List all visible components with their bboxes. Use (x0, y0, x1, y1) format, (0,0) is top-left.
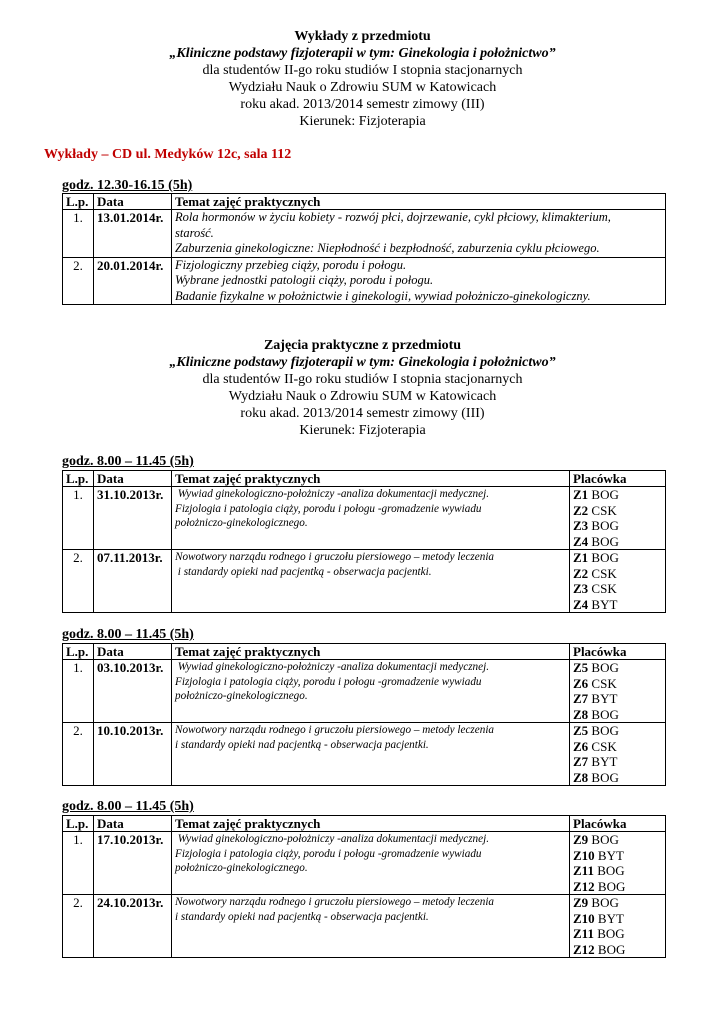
lectures-field: Kierunek: Fizjoterapia (299, 114, 426, 129)
topic-line: Wywiad ginekologiczno-położniczy -analiza dokumentacji medycznej. (175, 833, 490, 845)
facility-code: BOG (597, 926, 625, 941)
group-code: Z9 (573, 895, 589, 910)
group-code: Z8 (573, 706, 589, 722)
topic-line: i standardy opieki nad pacjentką - obserwacja pacjentki. (175, 910, 429, 923)
practicals-faculty: Wydziału Nauk o Zdrowiu SUM w Katowicach (228, 389, 497, 404)
row-date: 03.10.2013r. (94, 660, 172, 723)
topic-line: położniczo-ginekologicznego. (175, 517, 308, 529)
row-topic (172, 487, 570, 550)
site-entry (573, 863, 662, 879)
practicals-table (62, 470, 666, 613)
column-header-site: Placówka (570, 816, 666, 832)
group-code: Z6 (573, 675, 589, 691)
table-row (63, 210, 666, 258)
site-entry (573, 832, 662, 848)
lectures-audience: dla studentów II-go roku studiów I stopnia stacjonarnych (202, 63, 523, 78)
group-code: Z4 (573, 596, 589, 612)
topic-line: Nowotwory narządu rodnego i gruczołu piersiowego – metody leczenia (175, 896, 495, 908)
facility-code: BOG (597, 878, 626, 894)
facility-code: CSK (591, 565, 617, 581)
facility-code: BOG (597, 941, 626, 957)
group-code: Z3 (573, 518, 589, 533)
site-entry (573, 660, 662, 676)
topic-line: Fizjologiczny przebieg ciąży, porodu i połogu. (175, 257, 407, 272)
table-row (63, 257, 666, 305)
row-sites (570, 487, 666, 550)
group-code: Z7 (573, 691, 589, 706)
lectures-semester: roku akad. 2013/2014 semestr zimowy (III) (240, 97, 485, 112)
lectures-time: godz. 12.30-16.15 (5h) (62, 178, 193, 193)
column-header-topic: Temat zajęć praktycznych (172, 471, 570, 487)
site-entry (573, 550, 662, 566)
facility-code: BYT (591, 754, 618, 769)
topic-line: Fizjologia i patologia ciąży, porodu i połogu -gromadzenie wywiadu (175, 675, 482, 688)
group-code: Z5 (573, 660, 589, 675)
group-code: Z11 (573, 863, 594, 878)
row-lp: 2. (63, 723, 94, 786)
lectures-faculty: Wydziału Nauk o Zdrowiu SUM w Katowicach (228, 80, 497, 95)
topic-line: starość. (175, 225, 214, 240)
facility-code: BOG (591, 723, 619, 738)
practicals-audience: dla studentów II-go roku studiów I stopnia stacjonarnych (202, 372, 523, 387)
group-code: Z4 (573, 533, 589, 549)
practicals-time: godz. 8.00 – 11.45 (5h) (62, 627, 194, 642)
row-topic (172, 210, 666, 258)
group-code: Z8 (573, 769, 589, 785)
column-header-date: Data (94, 644, 172, 660)
table-row (63, 723, 666, 786)
row-topic (172, 723, 570, 786)
row-sites (570, 832, 666, 895)
practicals-table (62, 815, 666, 958)
topic-line: położniczo-ginekologicznego. (175, 862, 308, 874)
site-entry (573, 566, 662, 582)
site-entry (573, 739, 662, 755)
site-entry (573, 848, 662, 864)
practicals-table (62, 643, 666, 786)
row-sites (570, 660, 666, 723)
lectures-subject: „Kliniczne podstawy fizjoterapii w tym: Ginekologia i położnictwo” (169, 46, 556, 61)
table-row (63, 550, 666, 613)
row-topic (172, 257, 666, 305)
column-header-lp: L.p. (63, 816, 94, 832)
site-entry (573, 487, 662, 503)
table-header-row (63, 471, 666, 487)
group-code: Z3 (573, 581, 589, 596)
row-sites (570, 723, 666, 786)
facility-code: BYT (591, 691, 618, 706)
facility-code: CSK (591, 581, 617, 596)
practicals-time: godz. 8.00 – 11.45 (5h) (62, 454, 194, 469)
row-lp: 1. (63, 210, 94, 258)
table-header-row (63, 644, 666, 660)
topic-line: Zaburzenia ginekologiczne: Niepłodność i bezpłodność, zaburzenia cyklu płciowego. (175, 241, 600, 255)
site-entry (573, 518, 662, 534)
row-lp: 1. (63, 660, 94, 723)
column-header-topic: Temat zajęć praktycznych (172, 816, 570, 832)
site-entry (573, 770, 662, 786)
site-entry (573, 911, 662, 927)
topic-line: położniczo-ginekologicznego. (175, 690, 308, 702)
topic-line: Fizjologia i patologia ciąży, porodu i połogu -gromadzenie wywiadu (175, 847, 482, 860)
row-sites (570, 550, 666, 613)
facility-code: BOG (591, 706, 619, 722)
topic-line: Badanie fizykalne w położnictwie i ginekologii, wywiad położniczo-ginekologiczny. (175, 288, 591, 303)
facility-code: BOG (591, 832, 619, 847)
site-entry (573, 581, 662, 597)
lectures-title: Wykłady z przedmiotu (294, 29, 431, 44)
row-lp: 1. (63, 487, 94, 550)
row-lp: 2. (63, 257, 94, 305)
facility-code: BOG (591, 518, 619, 533)
column-header-lp: L.p. (63, 194, 94, 210)
site-entry (573, 503, 662, 519)
column-header-lp: L.p. (63, 644, 94, 660)
group-code: Z5 (573, 723, 589, 738)
site-entry (573, 534, 662, 550)
row-lp: 1. (63, 832, 94, 895)
site-entry (573, 754, 662, 770)
site-entry (573, 691, 662, 707)
lectures-header (0, 28, 725, 130)
row-topic (172, 895, 570, 958)
column-header-date: Data (94, 816, 172, 832)
practicals-field: Kierunek: Fizjoterapia (299, 423, 426, 438)
column-header-date: Data (94, 194, 172, 210)
column-header-topic: Temat zajęć praktycznych (172, 194, 666, 210)
row-date: 20.01.2014r. (94, 257, 172, 305)
row-topic (172, 550, 570, 613)
facility-code: BOG (591, 660, 619, 675)
row-date: 17.10.2013r. (94, 832, 172, 895)
column-header-topic: Temat zajęć praktycznych (172, 644, 570, 660)
topic-line: Fizjologia i patologia ciąży, porodu i połogu -gromadzenie wywiadu (175, 502, 482, 515)
facility-code: BYT (597, 910, 624, 926)
table-row (63, 832, 666, 895)
group-code: Z1 (573, 487, 589, 502)
facility-code: BOG (591, 487, 619, 502)
topic-line: Nowotwory narządu rodnego i gruczołu piersiowego – metody leczenia (175, 551, 495, 563)
topic-line: Nowotwory narządu rodnego i gruczołu piersiowego – metody leczenia (175, 724, 495, 736)
facility-code: BOG (597, 863, 625, 878)
site-entry (573, 597, 662, 613)
topic-line: Rola hormonów w życiu kobiety - rozwój płci, dojrzewanie, cykl płciowy, klimakterium, (175, 210, 611, 224)
table-header-row (63, 816, 666, 832)
site-entry (573, 895, 662, 911)
group-code: Z9 (573, 832, 589, 847)
practicals-time: godz. 8.00 – 11.45 (5h) (62, 799, 194, 814)
group-code: Z10 (573, 847, 595, 863)
row-topic (172, 660, 570, 723)
group-code: Z6 (573, 738, 589, 754)
site-entry (573, 942, 662, 958)
facility-code: CSK (591, 502, 617, 518)
group-code: Z7 (573, 754, 589, 769)
row-topic (172, 832, 570, 895)
practicals-subject: „Kliniczne podstawy fizjoterapii w tym: Ginekologia i położnictwo” (169, 355, 556, 370)
lectures-table (62, 193, 666, 305)
row-date: 07.11.2013r. (94, 550, 172, 613)
topic-line: Wywiad ginekologiczno-położniczy -analiza dokumentacji medycznej. (175, 488, 490, 500)
practicals-header (0, 337, 725, 439)
facility-code: BOG (591, 895, 619, 910)
facility-code: CSK (591, 675, 617, 691)
topic-line: i standardy opieki nad pacjentką - obserwacja pacjentki. (175, 565, 432, 578)
topic-line: Wywiad ginekologiczno-położniczy -analiza dokumentacji medycznej. (175, 661, 490, 673)
site-entry (573, 676, 662, 692)
practicals-semester: roku akad. 2013/2014 semestr zimowy (III) (240, 406, 485, 421)
topic-line: Wybrane jednostki patologii ciąży, porodu i połogu. (175, 273, 434, 287)
facility-code: BYT (597, 847, 624, 863)
row-date: 31.10.2013r. (94, 487, 172, 550)
row-sites (570, 895, 666, 958)
group-code: Z10 (573, 910, 595, 926)
row-lp: 2. (63, 895, 94, 958)
facility-code: BOG (591, 769, 619, 785)
group-code: Z1 (573, 550, 589, 565)
row-date: 10.10.2013r. (94, 723, 172, 786)
facility-code: BOG (591, 550, 619, 565)
table-row (63, 487, 666, 550)
column-header-site: Placówka (570, 644, 666, 660)
site-entry (573, 723, 662, 739)
group-code: Z2 (573, 502, 589, 518)
column-header-lp: L.p. (63, 471, 94, 487)
lectures-venue: Wykłady – CD ul. Medyków 12c, sala 112 (44, 147, 292, 162)
column-header-date: Data (94, 471, 172, 487)
facility-code: BOG (591, 533, 619, 549)
column-header-site: Placówka (570, 471, 666, 487)
group-code: Z12 (573, 878, 595, 894)
table-row (63, 895, 666, 958)
group-code: Z11 (573, 926, 594, 941)
site-entry (573, 707, 662, 723)
row-date: 13.01.2014r. (94, 210, 172, 258)
facility-code: BYT (591, 596, 618, 612)
facility-code: CSK (591, 738, 617, 754)
topic-line: i standardy opieki nad pacjentką - obserwacja pacjentki. (175, 738, 429, 751)
row-date: 24.10.2013r. (94, 895, 172, 958)
row-lp: 2. (63, 550, 94, 613)
site-entry (573, 879, 662, 895)
group-code: Z2 (573, 565, 589, 581)
table-header-row (63, 194, 666, 210)
group-code: Z12 (573, 941, 595, 957)
site-entry (573, 926, 662, 942)
table-row (63, 660, 666, 723)
practicals-title: Zajęcia praktyczne z przedmiotu (263, 338, 462, 353)
